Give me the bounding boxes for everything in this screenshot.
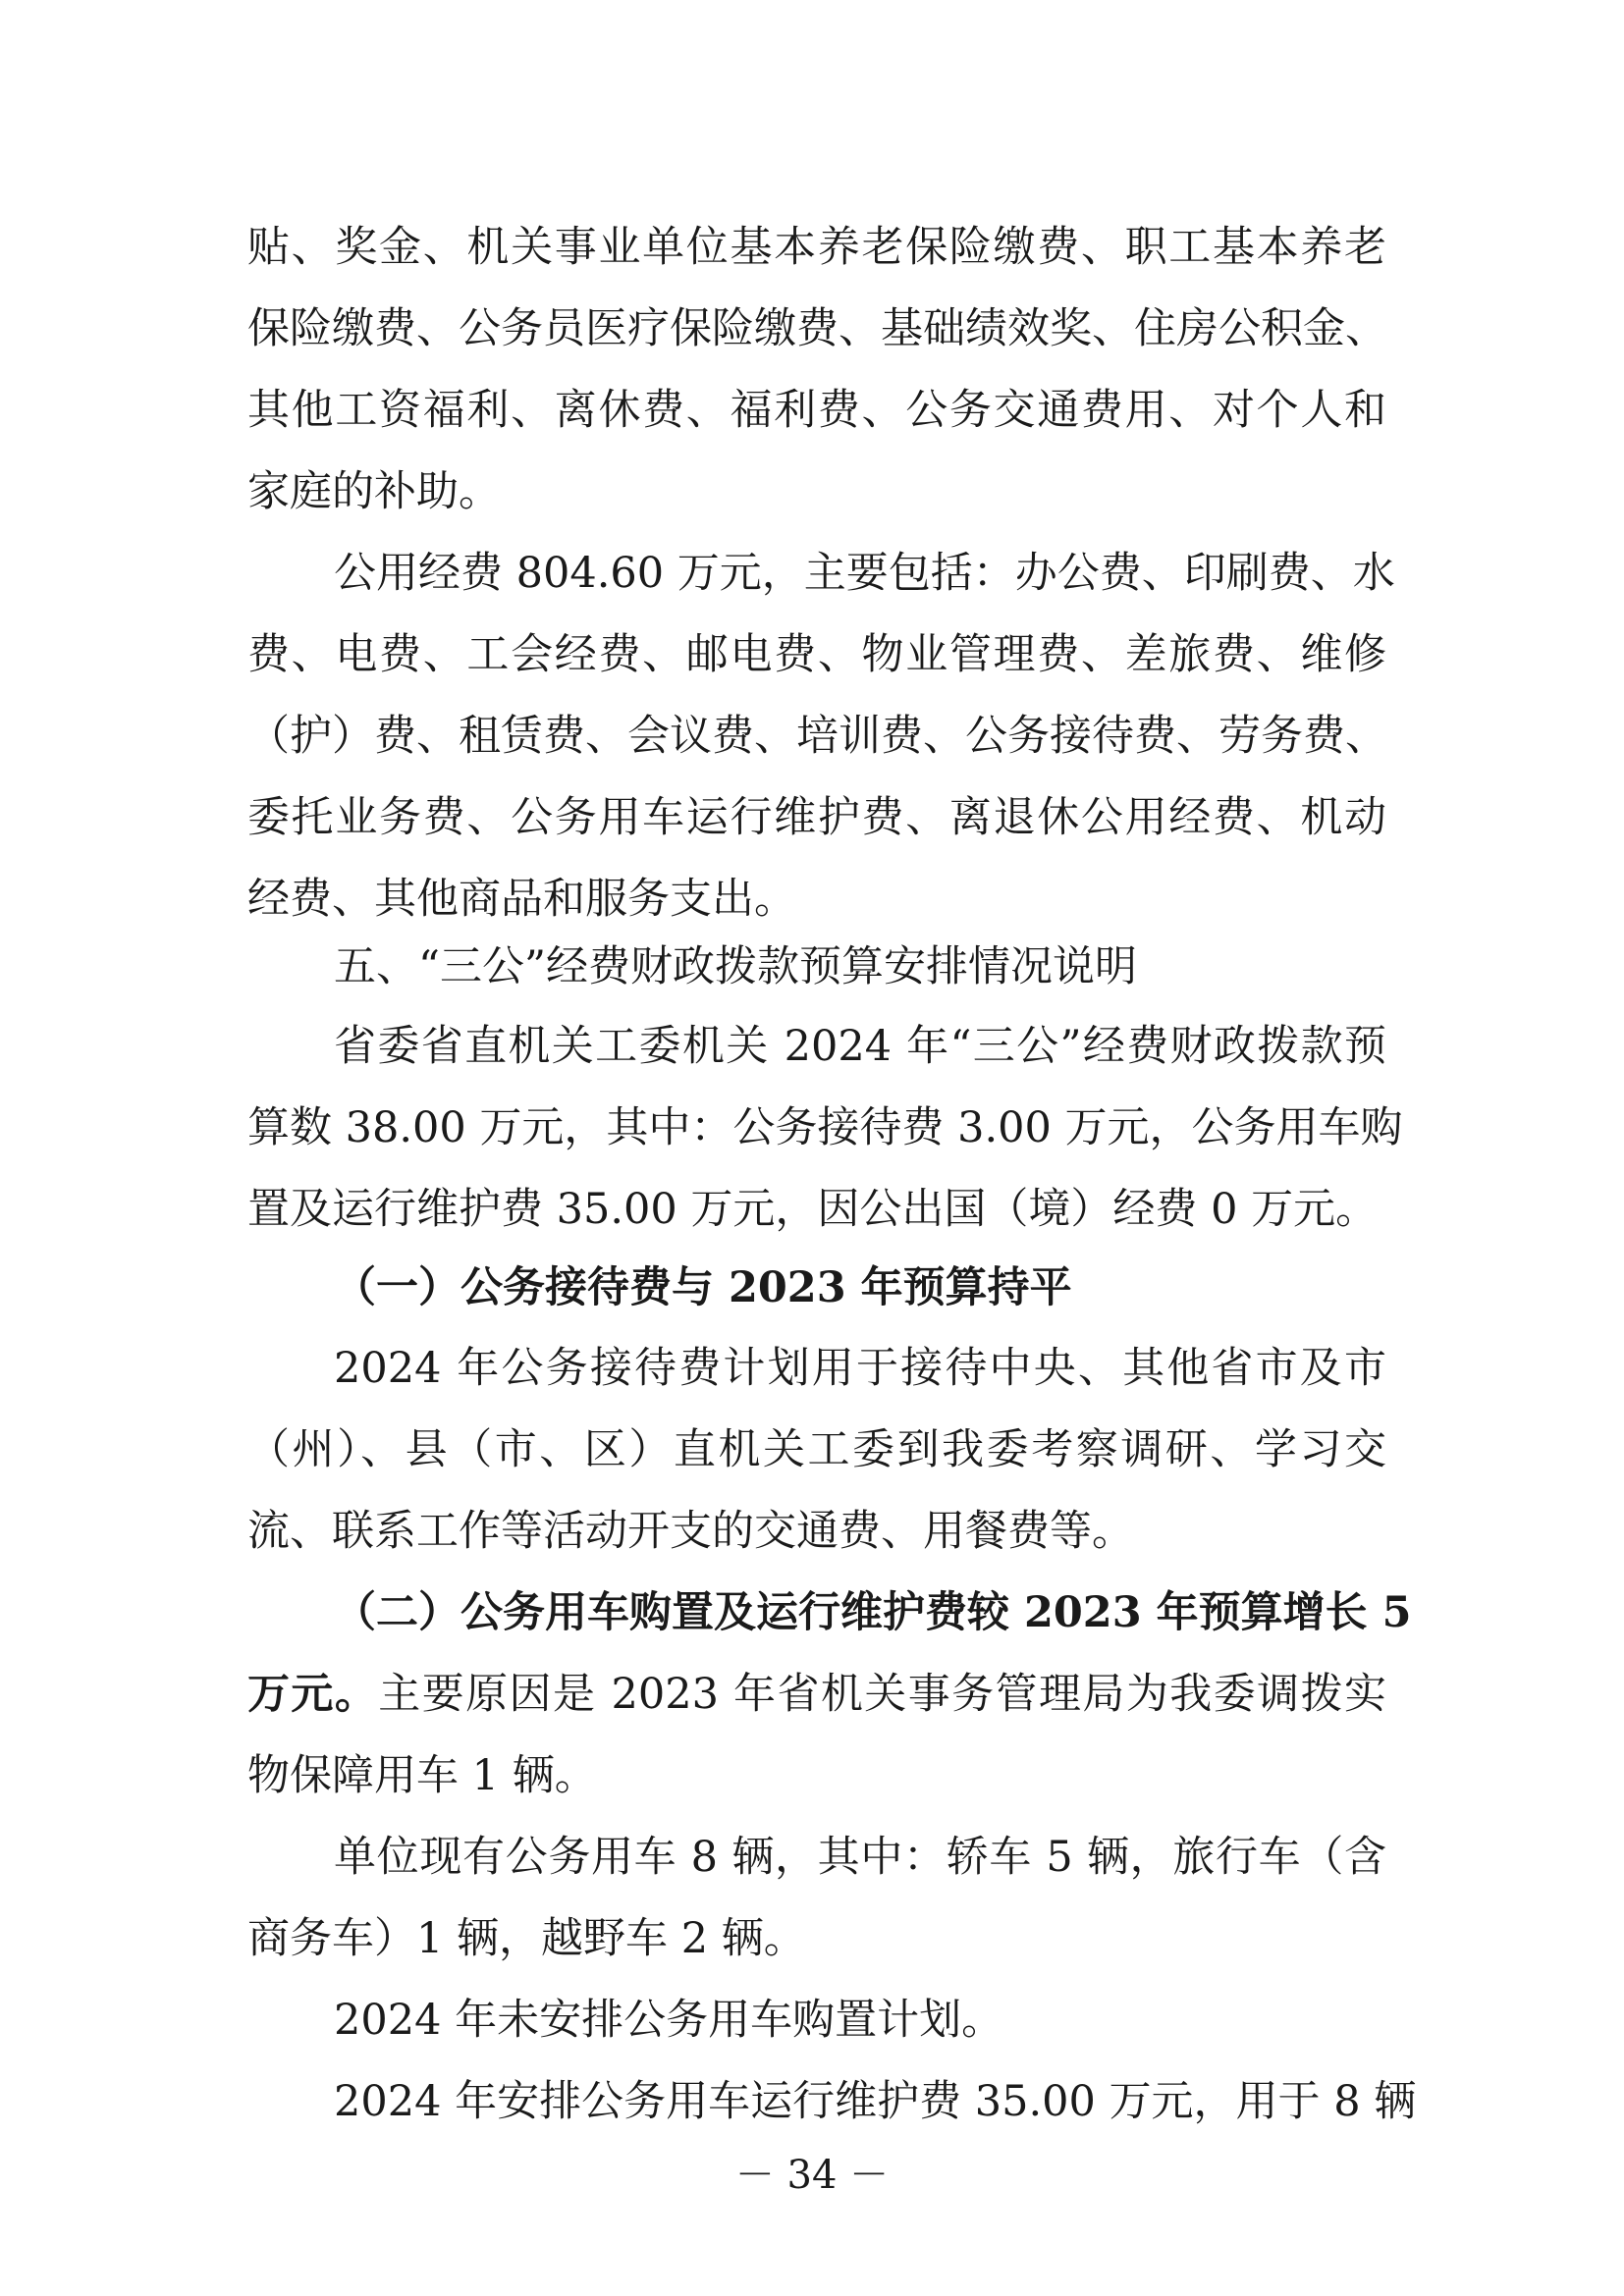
paragraph-line: 其他工资福利、离休费、福利费、公务交通费用、对个人和 bbox=[247, 386, 1386, 435]
paragraph-line: 2024 年公务接待费计划用于接待中央、其他省市及市 bbox=[334, 1344, 1386, 1393]
paragraph-line: 2024 年安排公务用车运行维护费 35.00 万元，用于 8 辆 bbox=[334, 2077, 1417, 2126]
paragraph-text: 主要原因是 2023 年省机关事务管理局为我委调拨实 bbox=[378, 1670, 1386, 1719]
subsection-heading-end: 万元。 bbox=[247, 1670, 379, 1719]
paragraph-line: 贴、奖金、机关事业单位基本养老保险缴费、职工基本养老 bbox=[247, 223, 1386, 272]
paragraph-line: （护）费、租赁费、会议费、培训费、公务接待费、劳务费、 bbox=[247, 712, 1387, 761]
subsection-heading: （一）公务接待费与 2023 年预算持平 bbox=[334, 1263, 1072, 1312]
paragraph-line: 商务车）1 辆，越野车 2 辆。 bbox=[247, 1914, 806, 1963]
section-heading: 五、“三公”经费财政拨款预算安排情况说明 bbox=[334, 942, 1137, 991]
paragraph-line bbox=[247, 1665, 1386, 1724]
page-number: － 34 － bbox=[734, 2153, 890, 2198]
subsection-heading: （二）公务用车购置及运行维护费较 2023 年预算增长 5 bbox=[334, 1588, 1412, 1637]
paragraph-line: 保险缴费、公务员医疗保险缴费、基础绩效奖、住房公积金、 bbox=[247, 304, 1387, 353]
paragraph-line: 省委省直机关工委机关 2024 年“三公”经费财政拨款预 bbox=[334, 1022, 1386, 1071]
paragraph-line: 公用经费 804.60 万元，主要包括：办公费、印刷费、水 bbox=[334, 549, 1395, 598]
paragraph-line: 算数 38.00 万元，其中：公务接待费 3.00 万元，公务用车购 bbox=[247, 1103, 1403, 1152]
paragraph-line: 单位现有公务用车 8 辆，其中：轿车 5 辆，旅行车（含 bbox=[334, 1833, 1386, 1882]
paragraph-line: 家庭的补助。 bbox=[247, 467, 501, 516]
paragraph-line: 费、电费、工会经费、邮电费、物业管理费、差旅费、维修 bbox=[247, 630, 1386, 679]
paragraph-line: （州）、县（市、区）直机关工委到我委考察调研、学习交 bbox=[247, 1425, 1386, 1474]
paragraph-line: 委托业务费、公务用车运行维护费、离退休公用经费、机动 bbox=[247, 793, 1386, 842]
paragraph-line: 经费、其他商品和服务支出。 bbox=[247, 875, 796, 924]
paragraph-line: 2024 年未安排公务用车购置计划。 bbox=[334, 1996, 1004, 2045]
paragraph-line: 物保障用车 1 辆。 bbox=[247, 1751, 597, 1800]
paragraph-line: 置及运行维护费 35.00 万元，因公出国（境）经费 0 万元。 bbox=[247, 1185, 1379, 1234]
paragraph-line: 流、联系工作等活动开支的交通费、用餐费等。 bbox=[247, 1507, 1134, 1556]
